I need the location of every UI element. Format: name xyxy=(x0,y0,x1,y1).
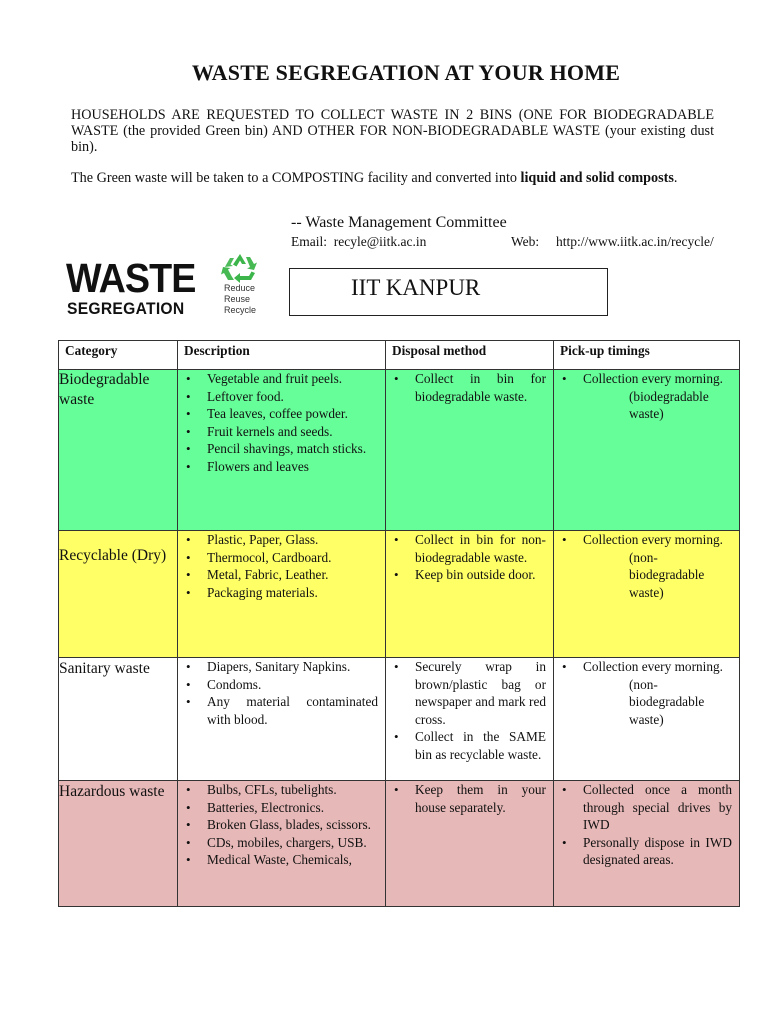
list-item: • Collection every morning. xyxy=(554,531,739,549)
disposal-cell xyxy=(386,658,554,781)
logo-recycle: Recycle xyxy=(224,305,257,315)
pickup-cell xyxy=(554,781,740,907)
list-item: • Vegetable and fruit peels. xyxy=(178,370,385,388)
recycle-icon xyxy=(221,252,259,284)
list-item: • Keep bin outside door. xyxy=(386,566,553,584)
list-item: • Metal, Fabric, Leather. xyxy=(178,566,385,584)
description-cell xyxy=(178,658,386,781)
header-category: Category xyxy=(59,341,178,370)
list-item: • Tea leaves, coffee powder. xyxy=(178,405,385,423)
intro-part4: (your existing dust bin). xyxy=(71,123,715,155)
pickup-note: (non-biodegradable waste) xyxy=(629,549,705,600)
disposal-cell xyxy=(386,781,554,907)
list-item: • Securely wrap in brown/plastic bag or newspaper and mark red cross. xyxy=(386,658,553,728)
list-item: • Pencil shavings, match sticks. xyxy=(178,440,385,458)
category-cell: Hazardous waste xyxy=(59,781,178,907)
list-item: • Plastic, Paper, Glass. xyxy=(178,531,385,549)
list-item: • Collection every morning. xyxy=(554,658,739,676)
list-item: • Collect in bin for non-biodegradable waste. xyxy=(386,531,553,566)
pickup-cell xyxy=(554,531,740,658)
logo-word-segregation: SEGREGATION xyxy=(67,299,185,318)
list-item: • Thermocol, Cardboard. xyxy=(178,549,385,567)
intro-paragraph xyxy=(71,107,714,155)
list-item: • Diapers, Sanitary Napkins. xyxy=(178,658,385,676)
table-row xyxy=(59,658,740,781)
compost-bold: liquid and solid composts xyxy=(520,170,674,186)
org-name-box xyxy=(289,268,608,316)
waste-category-table xyxy=(58,340,740,907)
header-description: Description xyxy=(178,341,386,370)
list-item: • Any material contaminated with blood. xyxy=(178,693,385,728)
logo-reuse: Reuse xyxy=(224,294,251,304)
disposal-cell xyxy=(386,370,554,531)
list-item: • Keep them in your house separately. xyxy=(386,781,553,816)
email-label: Email: xyxy=(291,234,327,249)
logo-reduce: Reduce xyxy=(224,283,256,293)
description-cell xyxy=(178,781,386,907)
pickup-note: (biodegradable waste) xyxy=(629,388,709,422)
compost-text: The Green waste will be taken to a COMPOSTING facility and converted into xyxy=(71,170,521,186)
page-title: WASTE SEGREGATION AT YOUR HOME xyxy=(191,60,621,85)
category-cell: Biodegradable waste xyxy=(59,370,178,531)
waste-segregation-logo xyxy=(66,252,266,322)
list-item: • Bulbs, CFLs, tubelights. xyxy=(178,781,385,799)
list-item: • Packaging materials. xyxy=(178,584,385,602)
list-item: • Collect in bin for biodegradable waste. xyxy=(386,370,553,405)
web-label: Web: xyxy=(511,234,540,249)
list-item: • Flowers and leaves xyxy=(178,458,385,476)
list-item: • CDs, mobiles, chargers, USB. xyxy=(178,834,385,852)
list-item: • Personally dispose in IWD designated areas. xyxy=(554,834,739,869)
logo-word-waste: WASTE xyxy=(66,255,196,301)
pickup-cell xyxy=(554,370,740,531)
list-item: • Fruit kernels and seeds. xyxy=(178,423,385,441)
list-item: • Collect in the SAME bin as recyclable waste. xyxy=(386,728,553,763)
list-item: • Batteries, Electronics. xyxy=(178,799,385,817)
list-item: • Condoms. xyxy=(178,676,385,694)
compost-paragraph xyxy=(71,170,751,186)
header-disposal: Disposal method xyxy=(386,341,554,370)
org-name: IIT KANPUR xyxy=(351,275,481,300)
email-link[interactable]: recyle@iitk.ac.in xyxy=(333,234,427,249)
header-pickup: Pick-up timings xyxy=(554,341,740,370)
list-item: • Collection every morning. xyxy=(554,370,739,388)
intro-part2: (the provided Green bin) xyxy=(118,123,272,139)
intro-part3: AND OTHER FOR NON-BIODEGRADABLE WASTE xyxy=(271,123,601,139)
pickup-note: (non-biodegradable waste) xyxy=(629,676,705,727)
compost-end: . xyxy=(673,170,678,186)
list-item: • Leftover food. xyxy=(178,388,385,406)
intro-part1: HOUSEHOLDS ARE REQUESTED TO COLLECT WASTE IN 2 BINS (ONE FOR BIODEGRADABLE WASTE xyxy=(71,107,714,139)
web-link[interactable]: http://www.iitk.ac.in/recycle/ xyxy=(556,234,714,249)
pickup-cell xyxy=(554,658,740,781)
list-item: • Collected once a month through special drives by IWD xyxy=(554,781,739,834)
logo-reduce-reuse-recycle xyxy=(224,283,256,316)
description-cell xyxy=(178,531,386,658)
table-row xyxy=(59,370,740,531)
list-item: • Broken Glass, blades, scissors. xyxy=(178,816,385,834)
web-block xyxy=(511,234,714,250)
disposal-cell xyxy=(386,531,554,658)
table-row xyxy=(59,531,740,658)
contact-line xyxy=(291,234,743,250)
table-header-row xyxy=(59,341,740,370)
committee-signature: -- Waste Management Committee xyxy=(291,214,507,231)
description-cell xyxy=(178,370,386,531)
table-row xyxy=(59,781,740,907)
category-cell: Recyclable (Dry) xyxy=(59,531,178,658)
list-item: • Medical Waste, Chemicals, xyxy=(178,851,385,869)
category-cell: Sanitary waste xyxy=(59,658,178,781)
